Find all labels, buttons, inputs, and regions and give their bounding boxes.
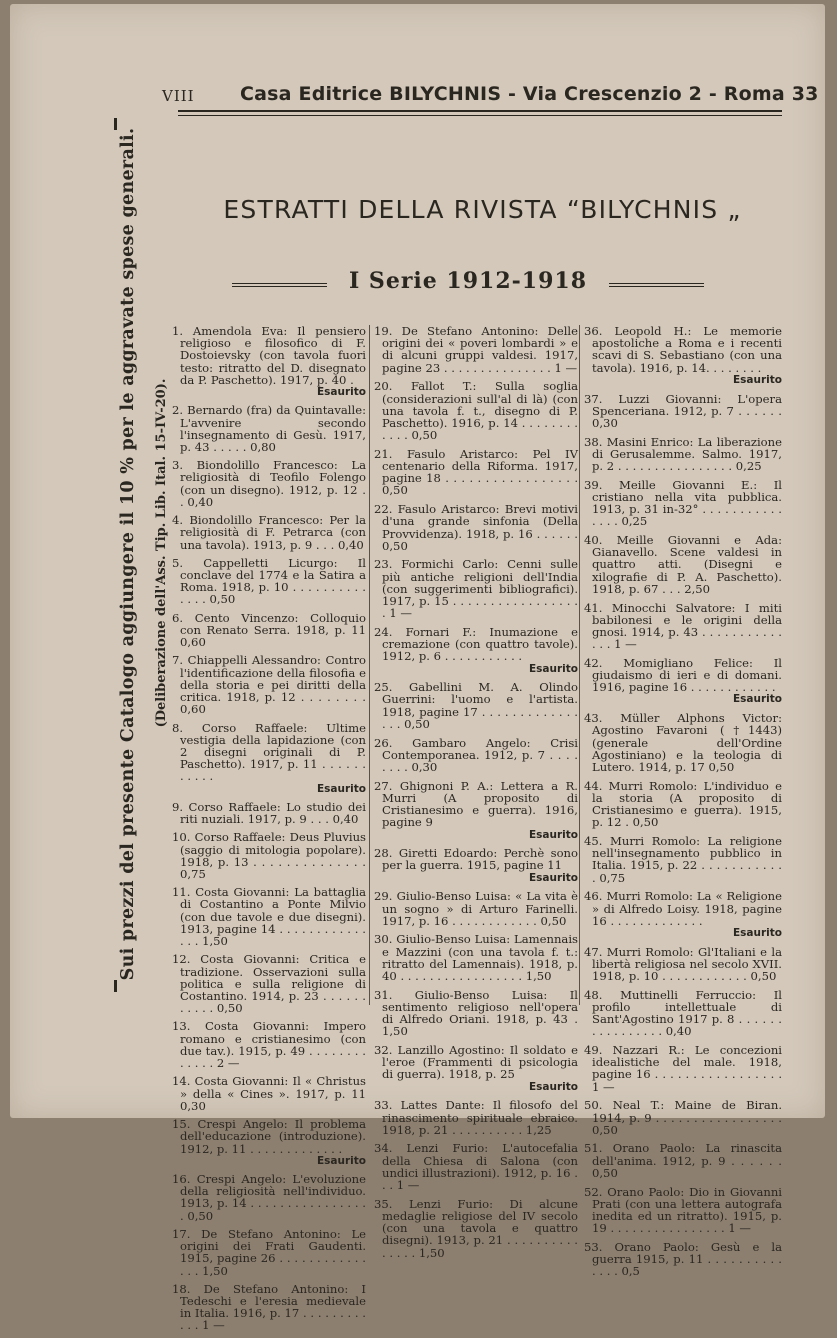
catalog-entry: [374, 626, 578, 675]
entry-text: 26. Gambaro Angelo: Crisi Contemporanea. 1912, p. 7 . . . . . . . . 0,30: [374, 735, 578, 774]
catalog-entry: [374, 380, 578, 441]
catalog-entry: [584, 479, 782, 528]
price-note: Sui prezzi del presente Catalogo aggiungere il 10 % per le aggravate spese generali.: [118, 127, 138, 981]
entry-text: 38. Masini Enrico: La liberazione di Gerusalemme. Salmo. 1917, p. 2 . . . . . . . . . . . . . . . . 0,25: [584, 434, 782, 474]
catalog-entry: [374, 847, 578, 884]
entry-text: 14. Costa Giovanni: Il « Christus » della « Cines ». 1917, p. 11 0,30: [172, 1074, 366, 1113]
entry-text: 50. Neal T.: Maine de Biran. 1914, p. 9 . . . . . . . . . . . . . . . . . 0,50: [584, 1098, 782, 1137]
catalog-column-3: [584, 325, 782, 1284]
entry-text: 53. Orano Paolo: Gesù e la guerra 1915, p. 11 . . . . . . . . . . . . . . 0,5: [584, 1239, 782, 1279]
entry-text: 29. Giulio-Benso Luisa: « La vita è un sogno » di Arturo Farinelli. 1917, p. 16 . . . . . . . . . . . . 0,50: [374, 889, 578, 928]
catalog-entry: [584, 393, 782, 430]
entry-text: 51. Orano Paolo: La rinascita dell'anima. 1912, p. 9 . . . . . . 0,50: [584, 1141, 782, 1180]
entry-text: 12. Costa Giovanni: Critica e tradizione. Osservazioni sulla politica e sulla religione di Costantino. 1914, p. 23 . . . . . . . . . . . 0,50: [172, 952, 366, 1016]
catalog-entry: [584, 712, 782, 773]
entry-text: 32. Lanzillo Agostino: Il soldato e l'eroe (Frammenti di psicologia di guerra). 1918, p. 25: [374, 1043, 578, 1082]
entry-text: 16. Crespi Angelo: L'evoluzione della religiosità nell'individuo. 1913, p. 14 . . . . . . . . . . . . . . . . . 0,50: [172, 1172, 366, 1223]
entry-text: 25. Gabellini M. A. Olindo Guerrini: l'uomo e l'artista. 1918, pagine 17 . . . . . . . . . . . . . . . . 0,50: [374, 680, 578, 731]
series-rule-left: [232, 283, 327, 284]
catalog-entry: [584, 657, 782, 706]
catalog-entry: [374, 780, 578, 841]
entry-text: 43. Müller Alphons Victor: Agostino Favaroni (†1443) (generale dell'Ordine Agostiniano) e la teologia di Lutero. 1914, p. 17 0,50: [584, 711, 782, 774]
out-of-print-note: Esaurito: [529, 1080, 578, 1093]
entry-text: 33. Lattes Dante: Il filosofo del rinascimento spirituale ebraico. 1918, p. 21 . . . . . . . . . . 1,25: [374, 1098, 578, 1137]
catalog-entry: [584, 436, 782, 473]
entry-text: 49. Nazzari R.: Le concezioni idealistiche del male. 1918, pagine 16 . . . . . . . . . . . . . . . . . 1 —: [584, 1043, 782, 1094]
entry-text: 4. Biondolillo Francesco: Per la religiosità di F. Petrarca (con una tavola). 1913, p. 9 . . . 0,40: [172, 513, 366, 552]
out-of-print-note: Esaurito: [733, 926, 782, 939]
entry-text: 11. Costa Giovanni: La battaglia di Costantino a Ponte Milvio (con due tavole e due disegni). 1913, pagine 14 . . . . . . . . . . . . . . . 1,50: [172, 885, 366, 949]
page-header: [162, 83, 819, 111]
catalog-entry: [374, 737, 578, 774]
catalog-entry: [374, 890, 578, 927]
series-title: I Serie 1912-1918: [348, 268, 588, 294]
catalog-entry: [172, 886, 366, 947]
entry-text: 31. Giulio-Benso Luisa: Il sentimento religioso nell'opera di Alfredo Oriani. 1918, p. 43 . 1,50: [374, 987, 578, 1039]
entry-text: 48. Muttinelli Ferruccio: Il profilo intellettuale di Sant'Agostino 1917 p. 8 . . . . . . . . . . . . . . . . 0,40: [584, 987, 782, 1039]
entry-text: 8. Corso Raffaele: Ultime vestigia della lapidazione (con 2 disegni originali di P. Paschetto). 1917, p. 11 . . . . . . . . . . .: [172, 720, 366, 784]
catalog-entry: [584, 890, 782, 939]
column-divider: [579, 325, 580, 1005]
catalog-entry: [584, 602, 782, 651]
entry-text: 42. Momigliano Felice: Il giudaismo di ieri e di domani. 1916, pagine 16 . . . . . . . . . . . .: [584, 655, 782, 695]
entry-text: 7. Chiappelli Alessandro: Contro l'identificazione della filosofia e della storia e pei diritti della critica. 1918, p. 12 . . . . . . . . 0,60: [172, 653, 366, 717]
catalog-entry: [374, 933, 578, 982]
out-of-print-note: Esaurito: [733, 693, 782, 706]
entry-text: 13. Costa Giovanni: Impero romano e cristianesimo (con due tav.). 1915, p. 49 . . . . . . . . . . . . . 2 —: [172, 1019, 366, 1071]
publisher-header: Casa Editrice BILYCHNIS - Via Crescenzio 2 - Roma 33: [240, 83, 819, 105]
catalog-entry: [172, 831, 366, 880]
entry-text: 20. Fallot T.: Sulla soglia (considerazioni sull'al di là) (con una tavola f. t., disegno di P. Paschetto). 1916, p. 14 . . . . . . . . . . . . 0,50: [374, 379, 578, 443]
catalog-entry: [584, 1186, 782, 1235]
entry-text: 15. Crespi Angelo: Il problema dell'educazione (introduzione). 1912, p. 11 . . . . . . . . . . . . .: [172, 1117, 366, 1156]
catalog-entry: [374, 1099, 578, 1136]
entry-text: 3. Biondolillo Francesco: La religiosità di Teofilo Folengo (con un disegno). 1912, p. 12 . . 0,40: [172, 458, 366, 509]
entry-text: 21. Fasulo Aristarco: Pel IV centenario della Riforma. 1917, pagine 18 . . . . . . . . . . . . . . . . . 0,50: [374, 446, 578, 498]
catalog-entry: [584, 1142, 782, 1179]
entry-text: 1. Amendola Eva: Il pensiero religioso e filosofico di F. Dostoievsky (con tavola fuori testo: ritratto del D. disegnato da P. Paschetto). 1917, p. 40 .: [172, 324, 366, 387]
catalog-entry: [172, 953, 366, 1014]
catalog-entry: [374, 448, 578, 497]
catalog-entry: [374, 558, 578, 619]
entry-text: 45. Murri Romolo: La religione nell'insegnamento pubblico in Italia. 1915, p. 22 . . . . . . . . . . . . 0,75: [584, 834, 782, 885]
out-of-print-note: Esaurito: [317, 782, 366, 795]
catalog-entry: [172, 557, 366, 606]
entry-text: 17. De Stefano Antonino: Le origini dei Frati Gaudenti. 1915, pagine 26 . . . . . . . . . . . . . . . 1,50: [172, 1226, 366, 1278]
entry-text: 37. Luzzi Giovanni: L'opera Spenceriana. 1912, p. 7 . . . . . . 0,30: [584, 391, 782, 430]
catalog-entry: [584, 325, 782, 386]
catalog-entry: [584, 1044, 782, 1093]
catalog-entry: [584, 835, 782, 884]
entry-text: 22. Fasulo Aristarco: Brevi motivi d'una grande sinfonia (Della Provvidenza). 1918, p. 16 . . . . . . 0,50: [374, 502, 578, 553]
entry-text: 30. Giulio-Benso Luisa: Lamennais e Mazzini (con una tavola f. t.: ritratto del Lamennais). 1918, p. 40 . . . . . . . . . . . . . . . . . 1,50: [374, 932, 578, 984]
catalog-entry: [374, 503, 578, 552]
entry-text: 19. De Stefano Antonino: Delle origini dei « poveri lombardi » e di alcuni gruppi valdesi. 1917, pagine 23 . . . . . . . . . . . . . . . 1 —: [374, 324, 578, 375]
column-divider: [369, 325, 370, 1005]
entry-text: 34. Lenzi Furio: L'autocefalia della Chiesa di Salona (con undici illustrazioni). 1912, p. 16 . . . 1 —: [374, 1141, 578, 1193]
out-of-print-note: Esaurito: [529, 662, 578, 675]
catalog-entry: [172, 325, 366, 398]
entry-text: 6. Cento Vincenzo: Colloquio con Renato Serra. 1918, p. 11 0,60: [172, 610, 366, 650]
catalog-entry: [172, 654, 366, 715]
series-rule-right: [609, 283, 704, 284]
catalog-entry: [172, 459, 366, 508]
entry-text: 41. Minocchi Salvatore: I miti babilonesi e le origini della gnosi. 1914, p. 43 . . . . . . . . . . . . . . 1 —: [584, 600, 782, 652]
catalog-entry: [374, 681, 578, 730]
out-of-print-note: Esaurito: [529, 828, 578, 841]
series-heading: [232, 268, 704, 294]
out-of-print-note: Esaurito: [317, 386, 366, 399]
entry-text: 35. Lenzi Furio: Di alcune medaglie religiose del IV secolo (con una tavola e quattro disegni). 1913, p. 21 . . . . . . . . . . . . . . . 1,50: [374, 1196, 578, 1260]
entry-text: 40. Meille Giovanni e Ada: Gianavello. Scene valdesi in quattro atti. (Disegni e xilografie di P. A. Paschetto). 1918, p. 67 . . . 2,50: [584, 533, 782, 596]
series-rule-left-2: [232, 286, 327, 287]
entry-text: 24. Fornari F.: Inumazione e cremazione (con quattro tavole). 1912, p. 6 . . . . . . . . . . .: [374, 624, 578, 664]
catalog-column-2: [374, 325, 578, 1265]
out-of-print-note: Esaurito: [529, 871, 578, 884]
sidebar-rule-bottom: [114, 980, 117, 992]
entry-text: 28. Giretti Edoardo: Perchè sono per la guerra. 1915, pagine 11: [374, 846, 578, 873]
catalog-entry: [172, 1020, 366, 1069]
catalog-entry: [172, 1118, 366, 1167]
catalog-column-1: [172, 325, 366, 1338]
series-rule-right-2: [609, 286, 704, 287]
catalog-entry: [584, 534, 782, 595]
page-title: ESTRATTI DELLA RIVISTA “BILYCHNIS „: [223, 195, 742, 224]
catalog-entry: [584, 1099, 782, 1136]
catalog-entry: [172, 612, 366, 649]
catalog-entry: [172, 722, 366, 795]
out-of-print-note: Esaurito: [733, 373, 782, 386]
catalog-entry: [172, 1075, 366, 1112]
sidebar-rule-top: [114, 118, 117, 130]
entry-text: 18. De Stefano Antonino: I Tedeschi e l'eresia medievale in Italia. 1916, p. 17 . . . . . . . . . . . . 1 —: [172, 1281, 366, 1333]
catalog-entry: [374, 1044, 578, 1093]
entry-text: 44. Murri Romolo: L'individuo e la storia (A proposito di Cristianesimo e guerra). 1915, p. 12 . 0,50: [584, 778, 782, 830]
price-note-sidebar: [100, 118, 169, 998]
catalog-entry: [172, 1173, 366, 1222]
entry-text: 52. Orano Paolo: Dio in Giovanni Prati (con una lettera autografa inedita ed un ritratto). 1915, p. 19 . . . . . . . . . . . . . . . . 1 —: [584, 1184, 782, 1236]
catalog-entry: [374, 325, 578, 374]
out-of-print-note: Esaurito: [317, 1154, 366, 1167]
catalog-entry: [374, 1198, 578, 1259]
entry-text: 27. Ghignoni P. A.: Lettera a R. Murri (A proposito di Cristianesimo e guerra). 1916, pagine 9: [374, 778, 578, 830]
page-number: VIII: [162, 87, 195, 105]
entry-text: 23. Formichi Carlo: Cenni sulle più antiche religioni dell'India (con suggerimenti bibliografici). 1917, p. 15 . . . . . . . . . . . . . . . . . . 1 —: [374, 557, 578, 621]
header-rule-thin: [178, 115, 782, 116]
header-rule: [178, 110, 782, 112]
catalog-entry: [172, 1283, 366, 1332]
entry-text: 46. Murri Romolo: La « Religione » di Alfredo Loisy. 1918, pagine 16 . . . . . . . . . . . . .: [584, 889, 782, 928]
catalog-entry: [584, 1241, 782, 1278]
entry-text: 5. Cappelletti Licurgo: Il conclave del 1774 e la Satira a Roma. 1918, p. 10 . . . . . . . . . . . . . . 0,50: [172, 555, 366, 607]
entry-text: 36. Leopold H.: Le memorie apostoliche a Roma e i recenti scavi di S. Sebastiano (con una tavola). 1916, p. 14. . . . . . . .: [584, 324, 782, 375]
catalog-entry: [172, 404, 366, 453]
catalog-entry: [374, 1142, 578, 1191]
price-note-deliberation: (Deliberazione dell'Ass. Tip. Lib. Ital. 15-IV-20).: [154, 378, 169, 728]
catalog-entry: [374, 989, 578, 1038]
entry-text: 9. Corso Raffaele: Lo studio dei riti nuziali. 1917, p. 9 . . . 0,40: [172, 799, 366, 827]
catalog-entry: [584, 989, 782, 1038]
entry-text: 39. Meille Giovanni E.: Il cristiano nella vita pubblica. 1913, p. 31 in-32° . . . . . . . . . . . . . . . 0,25: [584, 477, 782, 529]
entry-text: 2. Bernardo (fra) da Quintavalle: L'avvenire secondo l'insegnamento di Gesù. 1917, p. 43 . . . . . 0,80: [172, 403, 366, 454]
catalog-entry: [172, 514, 366, 551]
catalog-entry: [584, 946, 782, 983]
catalog-entry: [172, 801, 366, 825]
entry-text: 47. Murri Romolo: Gl'Italiani e la libertà religiosa nel secolo XVII. 1918, p. 10 . . . . . . . . . . . . 0,50: [584, 944, 782, 984]
catalog-entry: [584, 780, 782, 829]
entry-text: 10. Corso Raffaele: Deus Pluvius (saggio di mitologia popolare). 1918, p. 13 . . . . . . . . . . . . . . 0,75: [172, 830, 366, 881]
catalog-entry: [172, 1228, 366, 1277]
